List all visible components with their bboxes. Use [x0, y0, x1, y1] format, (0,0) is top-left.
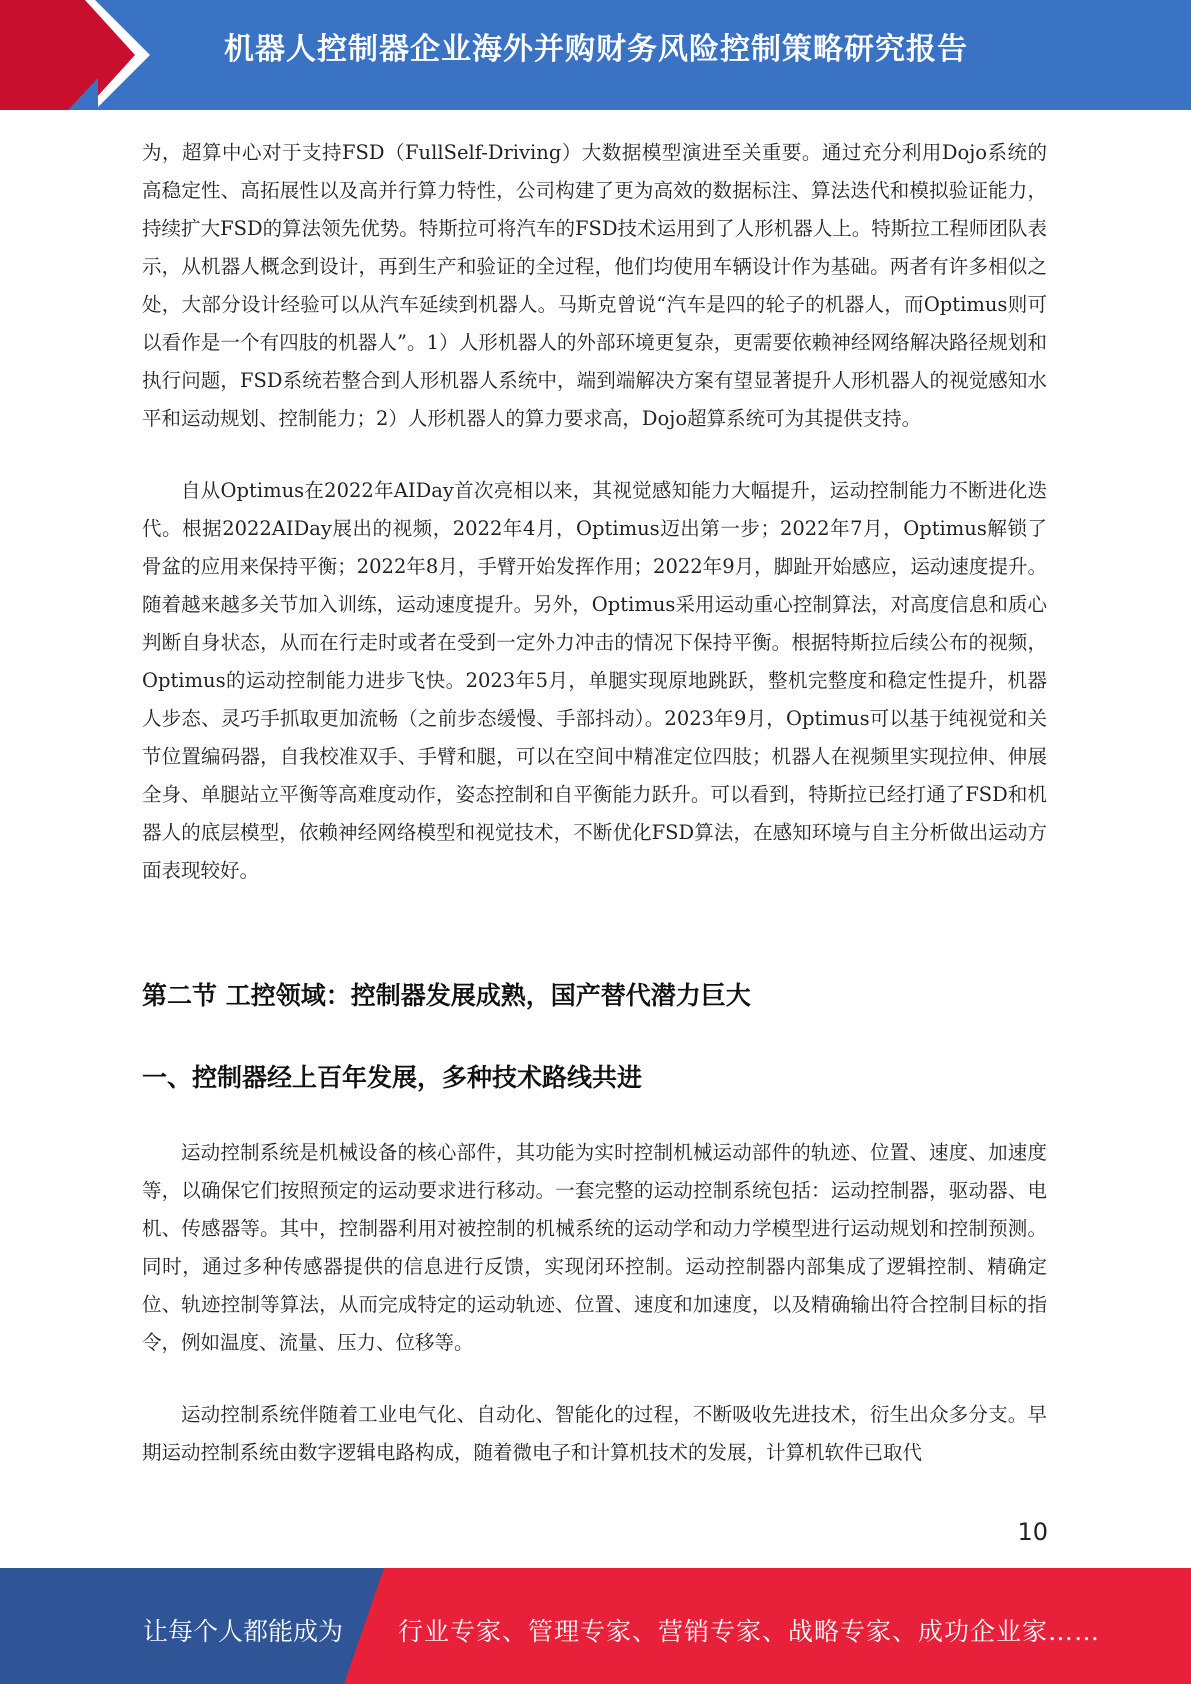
footer-slogan-left: 让每个人都能成为 [143, 1617, 344, 1646]
section-title: 第二节 工控领域：控制器发展成熟，国产替代潜力巨大 [142, 981, 751, 1010]
page-number: 10 [1017, 1518, 1048, 1546]
page-content [142, 134, 1047, 1506]
paragraph-optimus: 自从Optimus在2022年AIDay首次亮相以来，其视觉感知能力大幅提升，运动控制能力不断进化迭代。根据2022AIDay展出的视频，2022年4月，Optimus迈出第一步；2022年7月，Optimus解锁了骨盆的应用来保持平衡；2022年8月，手臂开始发挥作用；2022年9月，脚趾开始感应，运动速度提升。随着越来越多关节加入训练，运动速度提升。另外，Optimus采用运动重心控制算法，对高度信息和质心判断自身状态，从而在行走时或者在受到一定外力冲击的情况下保持平衡。根据特斯拉后续公布的视频，Optimus的运动控制能力进步飞快。2023年5月，单腿实现原地跳跃，整机完整度和稳定性提升，机器人步态、灵巧手抓取更加流畅（之前步态缓慢、手部抖动）。2023年9月，Optimus可以基于纯视觉和关节位置编码器，自我校准双手、手臂和腿，可以在空间中精准定位四肢；机器人在视频里实现拉伸、伸展全身、单腿站立平衡等高难度动作，姿态控制和自平衡能力跃升。可以看到，特斯拉已经打通了FSD和机器人的底层模型，依赖神经网络模型和视觉技术，不断优化FSD算法，在感知环境与自主分析做出运动方面表现较好。 [142, 479, 1047, 882]
page-header [0, 0, 1191, 110]
subsection-title: 一、控制器经上百年发展，多种技术路线共进 [142, 1063, 643, 1092]
paragraph-fsd: 为，超算中心对于支持FSD（FullSelf-Driving）大数据模型演进至关重要。通过充分利用Dojo系统的高稳定性、高拓展性以及高并行算力特性，公司构建了更为高效的数据标注、算法迭代和模拟验证能力，持续扩大FSD的算法领先优势。特斯拉可将汽车的FSD技术运用到了人形机器人上。特斯拉工程师团队表示，从机器人概念到设计，再到生产和验证的全过程，他们均使用车辆设计作为基础。两者有许多相似之处，大部分设计经验可以从汽车延续到机器人。马斯克曾说“汽车是四的轮子的机器人，而Optimus则可以看作是一个有四肢的机器人”。1）人形机器人的外部环境更复杂，更需要依赖神经网络解决路径规划和执行问题，FSD系统若整合到人形机器人系统中，端到端解决方案有望显著提升人形机器人的视觉感知水平和运动规划、控制能力；2）人形机器人的算力要求高，Dojo超算系统可为其提供支持。 [142, 141, 1047, 430]
paragraph-motion-history: 运动控制系统伴随着工业电气化、自动化、智能化的过程，不断吸收先进技术，衍生出众多分支。早期运动控制系统由数字逻辑电路构成，随着微电子和计算机技术的发展，计算机软件已取代 [142, 1403, 1047, 1464]
footer-slogan-right: 行业专家、管理专家、营销专家、战略专家、成功企业家…… [398, 1617, 1101, 1646]
paragraph-motion-control: 运动控制系统是机械设备的核心部件，其功能为实时控制机械运动部件的轨迹、位置、速度、加速度等，以确保它们按照预定的运动要求进行移动。一套完整的运动控制系统包括：运动控制器，驱动器、电机、传感器等。其中，控制器利用对被控制的机械系统的运动学和动力学模型进行运动规划和控制预测。同时，通过多种传感器提供的信息进行反馈，实现闭环控制。运动控制器内部集成了逻辑控制、精确定位、轨迹控制等算法，从而完成特定的运动轨迹、位置、速度和加速度，以及精确输出符合控制目标的指令，例如温度、流量、压力、位移等。 [142, 1141, 1047, 1354]
header-arrow-decoration [0, 0, 160, 110]
report-title: 机器人控制器企业海外并购财务风险控制策略研究报告 [224, 32, 968, 67]
